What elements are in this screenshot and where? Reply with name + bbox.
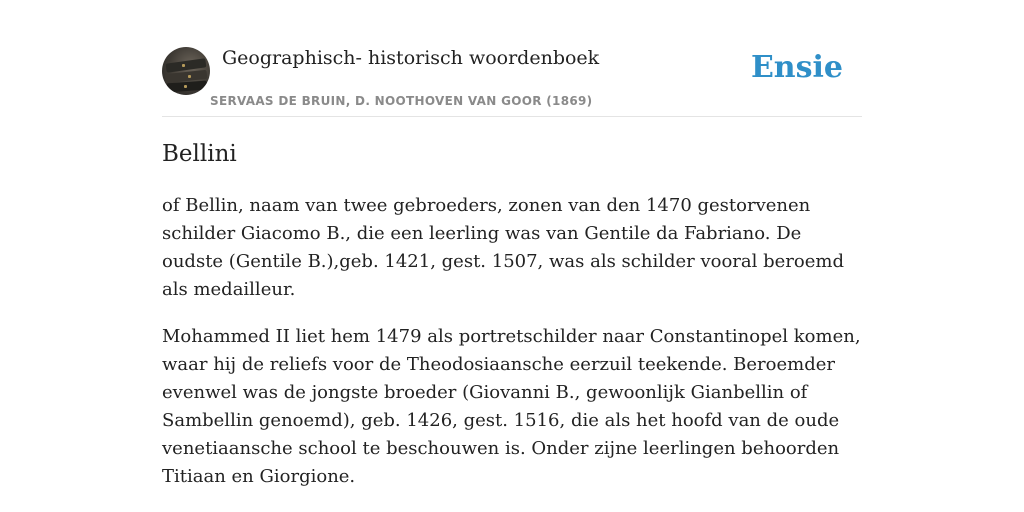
book-header xyxy=(162,46,862,117)
book-spine xyxy=(167,81,208,93)
ensie-logo[interactable]: Ensie xyxy=(750,50,843,85)
book-title-link[interactable]: Geographisch- historisch woordenboek xyxy=(222,47,600,69)
gilding-detail xyxy=(184,85,187,88)
book-author: SERVAAS DE BRUIN, D. NOOTHOVEN VAN GOOR (1869) xyxy=(210,94,593,108)
gilding-detail xyxy=(188,75,191,78)
gilding-detail xyxy=(182,64,185,67)
entry-article xyxy=(162,138,862,510)
entry-paragraph: Mohammed II liet hem 1479 als portretschilder naar Constantinopel komen, waar hij de reliefs voor de Theodosiaansche eerzuil teekende. Beroemder evenwel was de jongste broeder (Giovanni B., gewoonlijk Gianbellin of Sambellin genoemd), geb. 1426, gest. 1516, die als het hoofd van de oude venetiaansche school te beschouwen is. Onder zijne leerlingen behoorden Titiaan en Giorgione. xyxy=(162,326,861,487)
entry-paragraph: of Bellin, naam van twee gebroeders, zonen van den 1470 gestorvenen schilder Giacomo B., die een leerling was van Gentile da Fabriano. De oudste (Gentile B.),geb. 1421, gest. 1507, was als schilder vooral beroemd als medailleur. xyxy=(162,195,844,300)
entry-title: Bellini xyxy=(162,141,237,167)
book-cover-avatar[interactable] xyxy=(162,47,210,95)
